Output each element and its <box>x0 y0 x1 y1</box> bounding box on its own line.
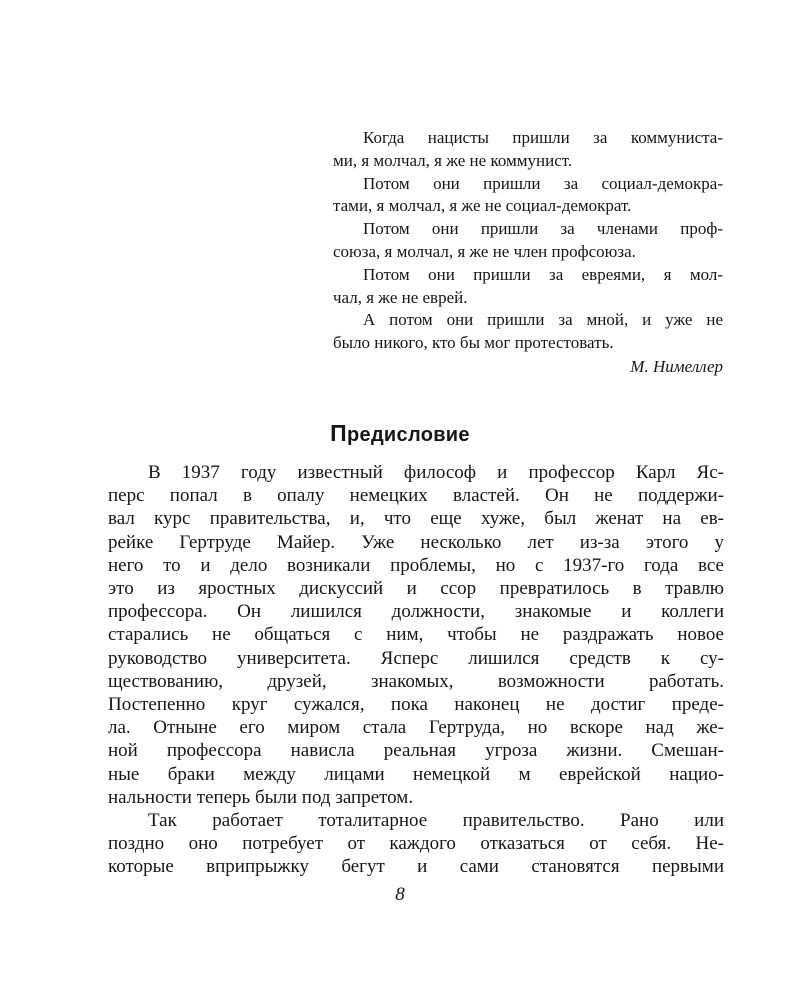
body-line: рейке Гертруде Майер. Уже несколько лет из-за этого у <box>108 531 724 553</box>
epigraph-line: чал, я же не еврей. <box>333 287 468 307</box>
body-line: В 1937 году известный философ и профессор Карл Яс- <box>148 462 724 483</box>
epigraph-line: А потом они пришли за мной, и уже не <box>363 310 723 330</box>
body-line: руководство университета. Ясперс лишился средств к су- <box>108 647 724 669</box>
body-line: Так работает тоталитарное правительство. Рано или <box>148 810 724 832</box>
epigraph-line: Потом они пришли за евреями, я мол- <box>363 264 723 284</box>
heading-initial: П <box>330 420 347 446</box>
body-line: него то и дело возникали проблемы, но с 1937-го года все <box>108 554 724 576</box>
body-line: профессора. Он лишился должности, знакомые и коллеги <box>108 601 724 623</box>
epigraph-line: ми, я молчал, я же не коммунист. <box>333 150 573 170</box>
body-line: поздно оно потребует от каждого отказаться от себя. Не- <box>108 833 724 855</box>
body-line: старались не общаться с ним, чтобы не раздражать новое <box>108 624 724 646</box>
epigraph-line: Когда нацисты пришли за коммуниста- <box>363 128 723 147</box>
body-line: ществованию, друзей, знакомых, возможности работать. <box>108 670 724 692</box>
body-line: нальности теперь были под запретом. <box>108 786 414 808</box>
epigraph-line: тами, я молчал, я же не социал-демократ. <box>333 196 632 216</box>
body-line: Постепенно круг сужался, пока наконец не достиг преде- <box>108 694 724 716</box>
body-line: вал курс правительства, и, что еще хуже, был женат на ев- <box>108 508 724 530</box>
epigraph-line: Потом они пришли за социал-демокра- <box>363 173 723 193</box>
body-line: ные браки между лицами немецкой м еврейской нацио- <box>108 763 724 785</box>
body-line: перс попал в опалу немецких властей. Он не поддержи- <box>108 485 724 507</box>
epigraph-line: Потом они пришли за членами проф- <box>363 219 723 239</box>
body-text <box>108 461 724 879</box>
body-line: которые вприпрыжку бегут и сами становятся первыми <box>108 856 724 878</box>
body-line: это из яростных дискуссий и ссор превратилось в травлю <box>108 578 724 600</box>
epigraph-author: М. Нимеллер <box>630 356 723 376</box>
body-line: ной профессора нависла реальная угроза жизни. Смешан- <box>108 740 724 762</box>
epigraph-line: союза, я молчал, я же не член профсоюза. <box>333 241 636 261</box>
chapter-heading <box>0 420 800 447</box>
body-line: ла. Отныне его миром стала Гертруда, но вскоре над же- <box>108 717 724 739</box>
page-number: 8 <box>395 884 405 905</box>
epigraph-line: было никого, кто бы мог протестовать. <box>333 333 614 353</box>
epigraph <box>333 127 723 379</box>
heading-rest: редисловие <box>347 424 470 446</box>
